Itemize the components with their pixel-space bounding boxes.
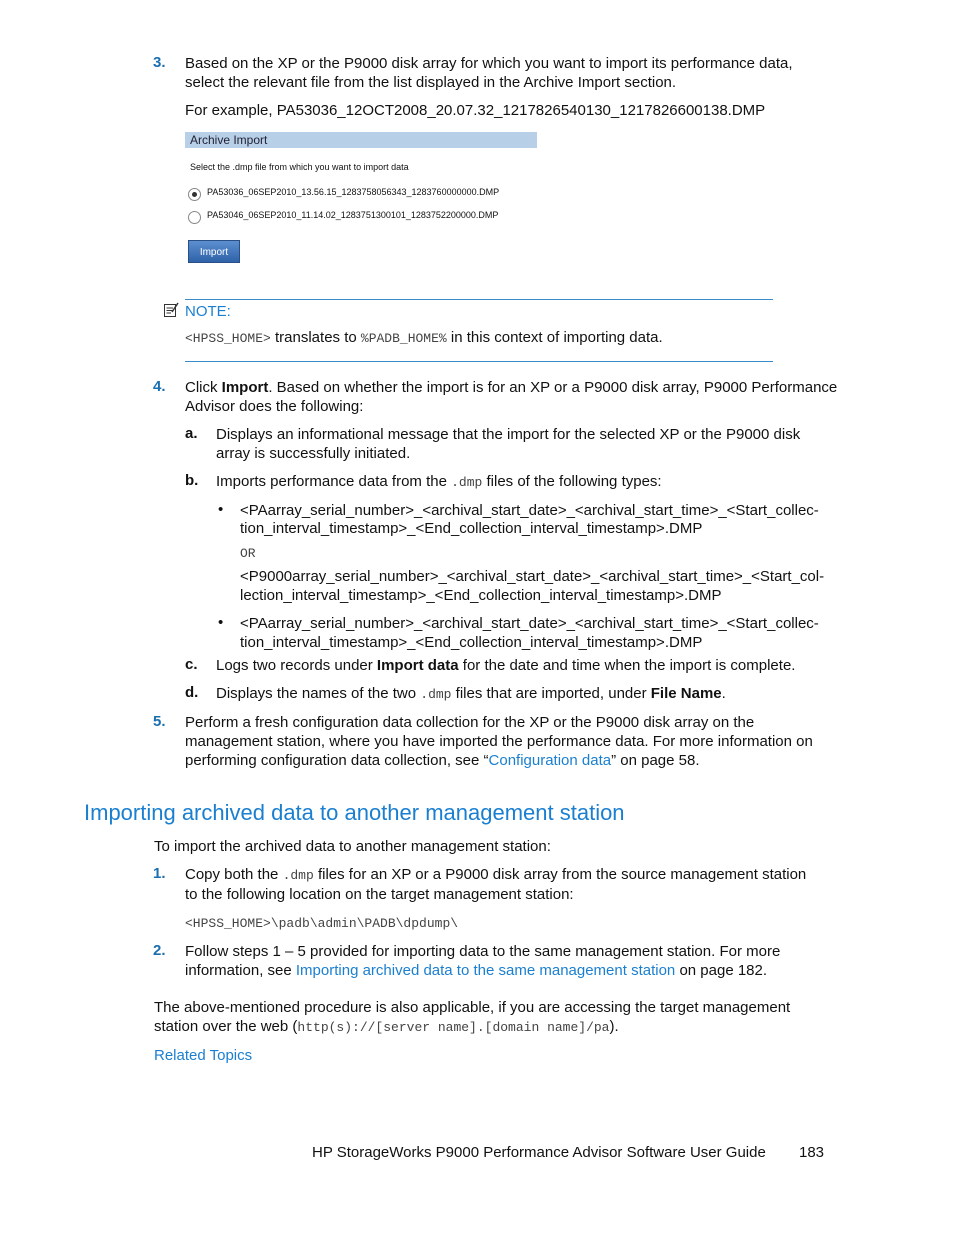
closing-para-post: ). xyxy=(609,1018,619,1035)
step-3-example: For example, PA53036_12OCT2008_20.07.32_1217826540130_1217826600138.DMP xyxy=(185,102,766,119)
step-4d-letter: d. xyxy=(185,684,199,701)
bullet-2-line2: tion_interval_timestamp>_<End_collection_interval_timestamp>.DMP xyxy=(240,634,703,651)
step-4d-mid: files that are imported, under xyxy=(451,685,651,702)
page-number: 183 xyxy=(799,1144,825,1161)
bullet-1-line2: tion_interval_timestamp>_<End_collection_interval_timestamp>.DMP xyxy=(240,520,703,537)
note-label: NOTE: xyxy=(185,303,231,320)
file-radio-1[interactable] xyxy=(188,188,201,201)
sec-step-1-code: .dmp xyxy=(282,868,314,883)
step-5-line2: management station, where you have imported the performance data. For more information on xyxy=(185,733,813,750)
step-4-number: 4. xyxy=(153,378,166,395)
step-3-number: 3. xyxy=(153,54,166,71)
step-4d-bold: File Name xyxy=(650,685,722,702)
note-text-2: in this context of importing data. xyxy=(450,329,663,346)
note-top-rule xyxy=(185,299,773,300)
step-5-number: 5. xyxy=(153,713,166,730)
step-5-post: ” on page 58. xyxy=(611,752,700,769)
step-4-text-line2: Advisor does the following: xyxy=(185,398,364,415)
step-4c-pre: Logs two records under xyxy=(216,657,377,674)
step-5-line3 xyxy=(185,751,700,770)
step-4c-post: for the date and time when the import is complete. xyxy=(458,657,796,674)
file-radio-2[interactable] xyxy=(188,211,201,224)
step-4b-letter: b. xyxy=(185,472,199,489)
footer-guide-title: HP StorageWorks P9000 Performance Advisor Software User Guide xyxy=(312,1144,766,1161)
step-4a-line1: Displays an informational message that the import for the selected XP or the P9000 disk xyxy=(216,426,801,443)
section-heading: Importing archived data to another management station xyxy=(84,800,625,825)
radio-selected-dot xyxy=(192,192,197,197)
sec-step-2-post: on page 182. xyxy=(675,962,768,979)
note-text xyxy=(185,328,663,348)
configuration-data-link[interactable]: Configuration data xyxy=(488,752,612,769)
note-icon xyxy=(163,302,179,318)
alt-format-line2: lection_interval_timestamp>_<End_collection_interval_timestamp>.DMP xyxy=(240,587,722,604)
step-4b-code: .dmp xyxy=(451,475,483,490)
bullet-1-marker: • xyxy=(218,501,224,518)
bullet-2-line1: <PAarray_serial_number>_<archival_start_date>_<archival_start_time>_<Start_collec- xyxy=(240,615,819,632)
step-4b-pre: Imports performance data from the xyxy=(216,473,452,490)
bullet-2-marker: • xyxy=(218,614,224,631)
web-url-code: http(s)://[server name].[domain name]/pa xyxy=(297,1020,610,1035)
step-4-text-line1 xyxy=(185,378,837,397)
sec-step-2-pre: information, see xyxy=(185,962,296,979)
sec-step-2-number: 2. xyxy=(153,942,166,959)
sec-step-1-line1 xyxy=(185,865,806,885)
step-3-text-line2: select the relevant file from the list displayed in the Archive Import section. xyxy=(185,74,677,91)
import-button[interactable]: Import xyxy=(188,240,240,263)
step-4-post: . Based on whether the import is for an XP or a P9000 disk array, P9000 Performance xyxy=(268,379,838,396)
note-text-1: translates to xyxy=(275,329,357,346)
step-4c-letter: c. xyxy=(185,656,198,673)
closing-para-line1: The above-mentioned procedure is also applicable, if you are accessing the target management xyxy=(154,999,791,1016)
archive-import-prompt: Select the .dmp file from which you want to import data xyxy=(190,162,409,172)
step-4c-bold: Import data xyxy=(376,657,459,674)
step-4d-pre: Displays the names of the two xyxy=(216,685,421,702)
step-4b-post: files of the following types: xyxy=(482,473,662,490)
step-4-import-bold: Import xyxy=(221,379,269,396)
dpdump-path: <HPSS_HOME>\padb\admin\PADB\dpdump\ xyxy=(185,916,459,931)
step-4d-text xyxy=(216,684,726,704)
sec-step-2-line1: Follow steps 1 – 5 provided for importing data to the same management station. For more xyxy=(185,943,781,960)
step-4-pre: Click xyxy=(185,379,222,396)
step-4d-post: . xyxy=(721,685,726,702)
sec-step-2-line2 xyxy=(185,961,767,980)
file-option-2-label: PA53046_06SEP2010_11.14.02_1283751300101_1283752200000.DMP xyxy=(207,210,499,220)
sec-step-1-line2: to the following location on the target management station: xyxy=(185,886,574,903)
step-4d-code: .dmp xyxy=(420,687,452,702)
step-4b-text xyxy=(216,472,662,492)
sec-step-1-number: 1. xyxy=(153,865,166,882)
section-intro: To import the archived data to another management station: xyxy=(154,838,551,855)
bullet-1-line1: <PAarray_serial_number>_<archival_start_date>_<archival_start_time>_<Start_collec- xyxy=(240,502,819,519)
note-bottom-rule xyxy=(185,361,773,362)
note-code-hpss-home: <HPSS_HOME> xyxy=(185,331,271,346)
step-3-text-line1: Based on the XP or the P9000 disk array for which you want to import its performance data, xyxy=(185,55,793,72)
closing-para-pre: station over the web ( xyxy=(154,1018,298,1035)
note-code-padb-home: %PADB_HOME% xyxy=(360,331,447,346)
sec-step-1-pre: Copy both the xyxy=(185,866,283,883)
related-topics-link[interactable]: Related Topics xyxy=(154,1047,253,1064)
file-option-1-label: PA53036_06SEP2010_13.56.15_1283758056343_1283760000000.DMP xyxy=(207,187,500,197)
same-station-import-link[interactable]: Importing archived data to the same management station xyxy=(295,962,676,979)
closing-para-line2 xyxy=(154,1017,619,1037)
step-4a-letter: a. xyxy=(185,425,198,442)
step-5-line1: Perform a fresh configuration data collection for the XP or the P9000 disk array on the xyxy=(185,714,755,731)
step-4c-text xyxy=(216,656,795,675)
step-5-pre: performing configuration data collection, see “ xyxy=(185,752,489,769)
or-label: OR xyxy=(240,546,256,561)
step-4a-line2: array is successfully initiated. xyxy=(216,445,411,462)
archive-import-panel-title: Archive Import xyxy=(185,132,537,148)
sec-step-1-post: files for an XP or a P9000 disk array from the source management station xyxy=(313,866,807,883)
alt-format-line1: <P9000array_serial_number>_<archival_start_date>_<archival_start_time>_<Start_col- xyxy=(240,568,825,585)
